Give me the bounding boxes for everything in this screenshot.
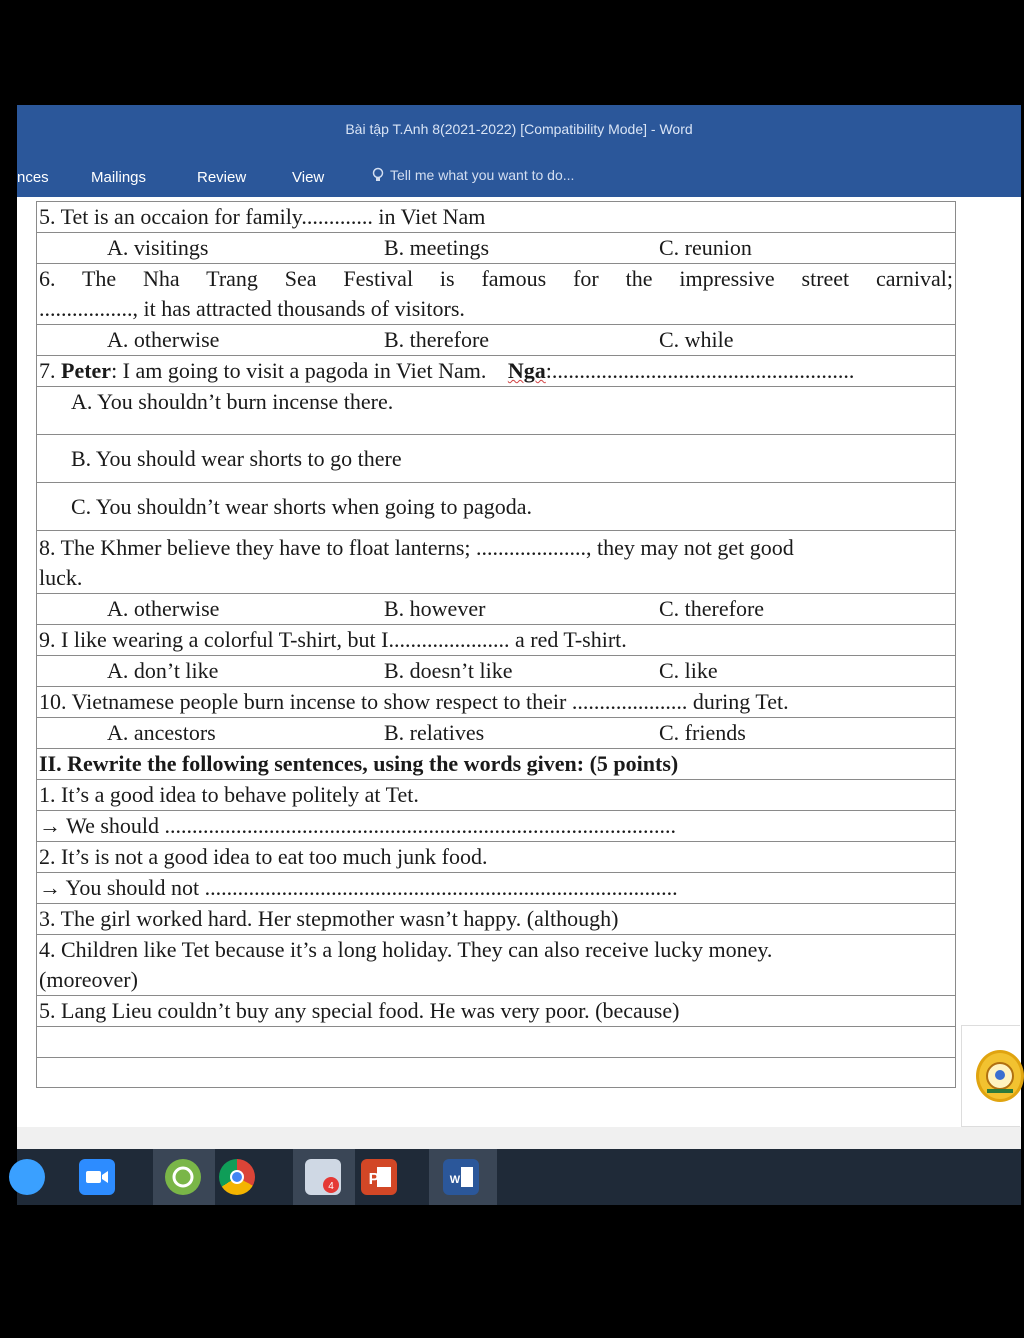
tell-me-text: Tell me what you want to do... [390, 167, 575, 183]
empty-row-1 [36, 1026, 956, 1057]
q9-options [36, 655, 956, 686]
q8-options [36, 593, 956, 624]
floating-logo-panel [961, 1025, 1020, 1127]
tab-view[interactable]: View [292, 169, 325, 186]
q8-line2: luck. [39, 565, 83, 590]
q6-a: A. otherwise [107, 327, 220, 352]
r5-stem: 5. Lang Lieu couldn’t buy any special food. He was very poor. (because) [36, 995, 956, 1026]
cortana-icon[interactable] [9, 1159, 45, 1195]
q7-num: 7. [39, 358, 61, 383]
youth-union-logo-icon [976, 1050, 1024, 1102]
q7-a: A. You shouldn’t burn incense there. [71, 389, 394, 414]
q5-stem [36, 201, 956, 232]
tab-review[interactable]: Review [197, 169, 247, 186]
q5-a: A. visitings [107, 235, 209, 260]
q6-options [36, 324, 956, 355]
chrome-icon[interactable] [219, 1159, 255, 1195]
screen [17, 105, 1021, 1205]
q9-text: 9. I like wearing a colorful T-shirt, but I...................... a red T-shirt. [39, 627, 627, 652]
messenger-icon[interactable] [305, 1159, 341, 1195]
r3-stem: 3. The girl worked hard. Her stepmother wasn’t happy. (although) [36, 903, 956, 934]
svg-text:P: P [368, 1171, 380, 1188]
r4-line2: (moreover) [39, 967, 138, 992]
r2-stem: 2. It’s is not a good idea to eat too much junk food. [36, 841, 956, 872]
q8-stem [36, 530, 956, 593]
zoom-icon[interactable] [79, 1159, 115, 1195]
q10-options [36, 717, 956, 748]
q9-a: A. don’t like [107, 658, 219, 683]
tell-me-box[interactable] [372, 167, 574, 183]
q7-b: B. You should wear shorts to go there [71, 446, 402, 471]
q7-option-a [36, 386, 956, 434]
r1-stem: 1. It’s a good idea to behave politely at Tet. [36, 779, 956, 810]
tab-references[interactable]: nces [17, 169, 49, 186]
q9-c: C. like [659, 658, 718, 683]
q8-line1: 8. The Khmer believe they have to float lanterns; ...................., they may not get good [39, 535, 794, 560]
empty-row-2 [36, 1057, 956, 1088]
window-title: Bài tập T.Anh 8(2021-2022) [Compatibility Mode] - Word [345, 121, 693, 137]
q8-b: B. however [384, 596, 486, 621]
word-icon[interactable] [443, 1159, 479, 1195]
q7-peter: Peter [61, 358, 112, 383]
q10-b: B. relatives [384, 720, 485, 745]
q5-text: 5. Tet is an occaion for family............. in Viet Nam [39, 204, 486, 229]
q9-stem [36, 624, 956, 655]
ribbon-tabs [17, 157, 1021, 197]
q7-option-b [36, 434, 956, 482]
q6-stem [36, 263, 956, 324]
q6-line1: 6. The Nha Trang Sea Festival is famous for the impressive street carnival; [39, 266, 953, 291]
q6-b: B. therefore [384, 327, 490, 352]
q10-text: 10. Vietnamese people burn incense to show respect to their ..................... during Tet. [39, 689, 789, 714]
q8-a: A. otherwise [107, 596, 220, 621]
document-page[interactable] [17, 197, 1021, 1127]
q7-stem [36, 355, 956, 386]
svg-text:W: W [449, 1174, 461, 1186]
title-bar [17, 105, 1021, 157]
q10-c: C. friends [659, 720, 746, 745]
q5-b: B. meetings [384, 235, 490, 260]
q10-a: A. ancestors [107, 720, 216, 745]
q7-c: C. You shouldn’t wear shorts when going to pagoda. [71, 494, 532, 519]
r2-answer: → You should not ...................................................................................... [36, 872, 956, 903]
q7-option-c [36, 482, 956, 530]
tab-mailings[interactable]: Mailings [91, 169, 147, 186]
q7-nga: Nga [507, 358, 546, 383]
coccoc-icon[interactable] [165, 1159, 201, 1195]
q7-blank: :....................................................... [545, 358, 855, 383]
r4-stem [36, 934, 956, 995]
q9-b: B. doesn’t like [384, 658, 513, 683]
r4-line1: 4. Children like Tet because it’s a long holiday. They can also receive lucky money. [39, 937, 773, 962]
taskbar [17, 1149, 1021, 1205]
q7-text: : I am going to visit a pagoda in Viet Nam. [111, 358, 487, 383]
r1-answer: → We should ............................................................................................. [36, 810, 956, 841]
messenger-badge: 4 [328, 1181, 334, 1192]
powerpoint-icon[interactable] [361, 1159, 397, 1195]
q5-options [36, 232, 956, 263]
status-strip [17, 1127, 1021, 1149]
document-table [36, 201, 956, 1088]
q8-c: C. therefore [659, 596, 765, 621]
q6-c: C. while [659, 327, 734, 352]
section-2-heading: II. Rewrite the following sentences, using the words given: (5 points) [36, 748, 956, 779]
q10-stem [36, 686, 956, 717]
lightbulb-icon [372, 167, 384, 183]
q6-line2: ................., it has attracted thousands of visitors. [39, 296, 465, 321]
q5-c: C. reunion [659, 235, 752, 260]
